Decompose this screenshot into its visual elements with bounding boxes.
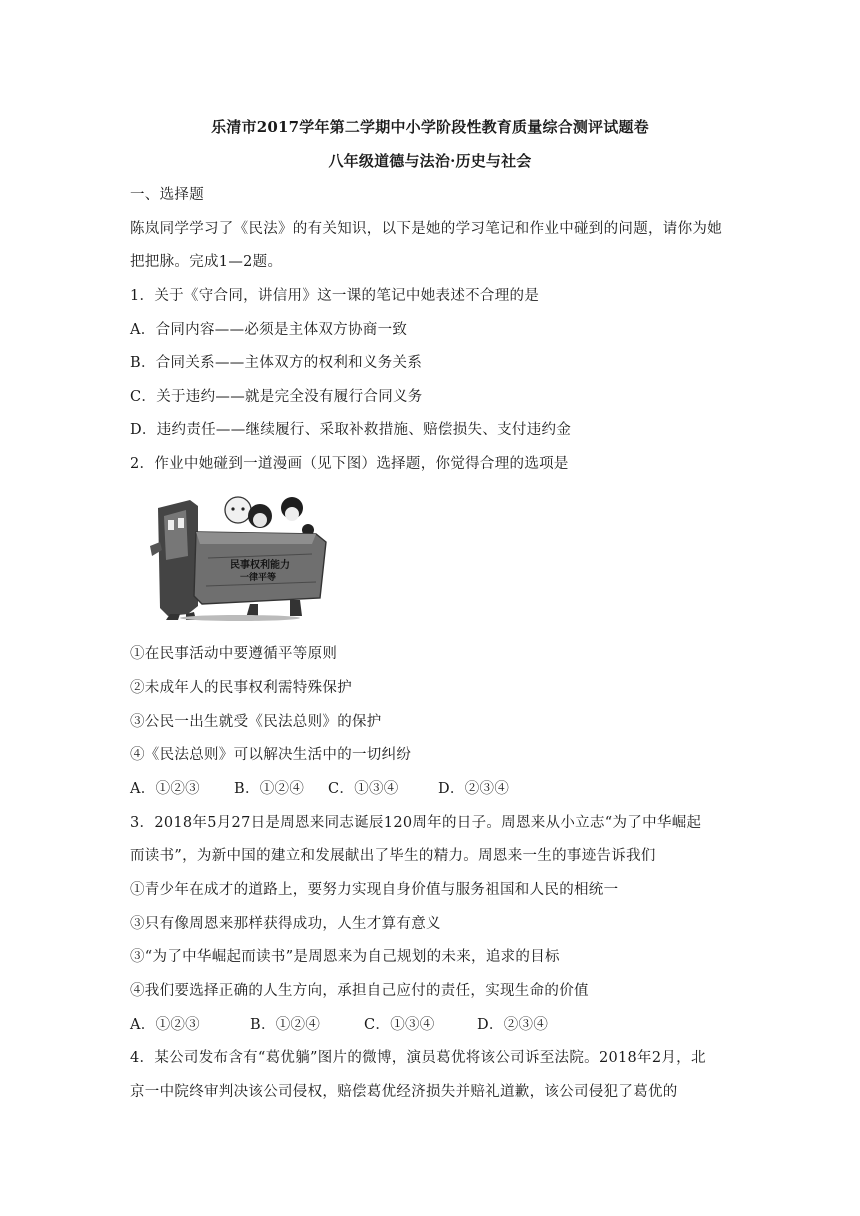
question-1-option-b: B．合同关系——主体双方的权利和义务关系 xyxy=(130,355,423,371)
cartoon-illustration xyxy=(130,486,335,622)
question-3-choice-b: B．①②④ xyxy=(250,1017,321,1033)
cartoon-text-line-2: 一律平等 xyxy=(240,573,277,583)
question-1-option-d: D．违约责任——继续履行、采取补救措施、赔偿损失、支付违约金 xyxy=(130,422,572,438)
question-3-stem-line-2: 而读书”，为新中国的建立和发展献出了毕生的精力。周恩来一生的事迹告诉我们 xyxy=(130,848,656,864)
question-2-choice-c: C．①③④ xyxy=(328,781,399,797)
exam-subtitle: 八年级道德与法治·历史与社会 xyxy=(328,152,532,170)
question-2-statement-2: ②未成年人的民事权利需特殊保护 xyxy=(130,680,352,696)
question-2-statement-3: ③公民一出生就受《民法总则》的保护 xyxy=(130,714,382,730)
question-3-choice-a: A．①②③ xyxy=(130,1017,200,1033)
question-3-stem-line-1: 3．2018年5月27日是周恩来同志诞辰120周年的日子。周恩来从小立志“为了中华崛起 xyxy=(130,815,702,831)
question-3-statement-2: ③只有像周恩来那样获得成功，人生才算有意义 xyxy=(130,916,441,932)
question-3-choices xyxy=(130,1013,548,1034)
question-4-stem-line-1: 4．某公司发布含有“葛优躺”图片的微博，演员葛优将该公司诉至法院。2018年2月，北 xyxy=(130,1050,706,1066)
question-1-option-a: A．合同内容——必须是主体双方协商一致 xyxy=(130,322,408,338)
question-2-statement-4: ④《民法总则》可以解决生活中的一切纠纷 xyxy=(130,747,412,763)
question-4-stem-line-2: 京一中院终审判决该公司侵权，赔偿葛优经济损失并赔礼道歉，该公司侵犯了葛优的 xyxy=(130,1084,678,1100)
section-heading: 一、选择题 xyxy=(130,187,204,203)
question-2-stem: 2．作业中她碰到一道漫画（见下图）选择题，你觉得合理的选项是 xyxy=(130,456,569,472)
question-1-option-c: C．关于违约——就是完全没有履行合同义务 xyxy=(130,389,423,405)
question-2-choice-d: D．②③④ xyxy=(438,781,510,797)
question-1-stem: 1．关于《守合同，讲信用》这一课的笔记中她表述不合理的是 xyxy=(130,288,540,304)
question-2-choice-b: B．①②④ xyxy=(234,781,305,797)
question-2-choices xyxy=(130,777,509,798)
intro-line-1: 陈岚同学学习了《民法》的有关知识，以下是她的学习笔记和作业中碰到的问题，请你为她 xyxy=(130,221,722,237)
question-3-choice-d: D．②③④ xyxy=(477,1017,549,1033)
cartoon-text-line-1: 民事权利能力 xyxy=(230,560,290,571)
question-3-statement-4: ④我们要选择正确的人生方向，承担自己应付的责任，实现生命的价值 xyxy=(130,983,589,999)
exam-title: 乐清市2017学年第二学期中小学阶段性教育质量综合测评试题卷 xyxy=(211,118,649,136)
question-2-statement-1: ①在民事活动中要遵循平等原则 xyxy=(130,646,338,662)
question-3-statement-1: ①青少年在成才的道路上，要努力实现自身价值与服务祖国和人民的相统一 xyxy=(130,882,619,898)
intro-line-2: 把把脉。完成1—2题。 xyxy=(130,254,283,270)
question-3-statement-3: ③“为了中华崛起而读书”是周恩来为自己规划的未来，追求的目标 xyxy=(130,949,560,965)
question-2-choice-a: A．①②③ xyxy=(130,781,200,797)
question-3-choice-c: C．①③④ xyxy=(364,1017,435,1033)
